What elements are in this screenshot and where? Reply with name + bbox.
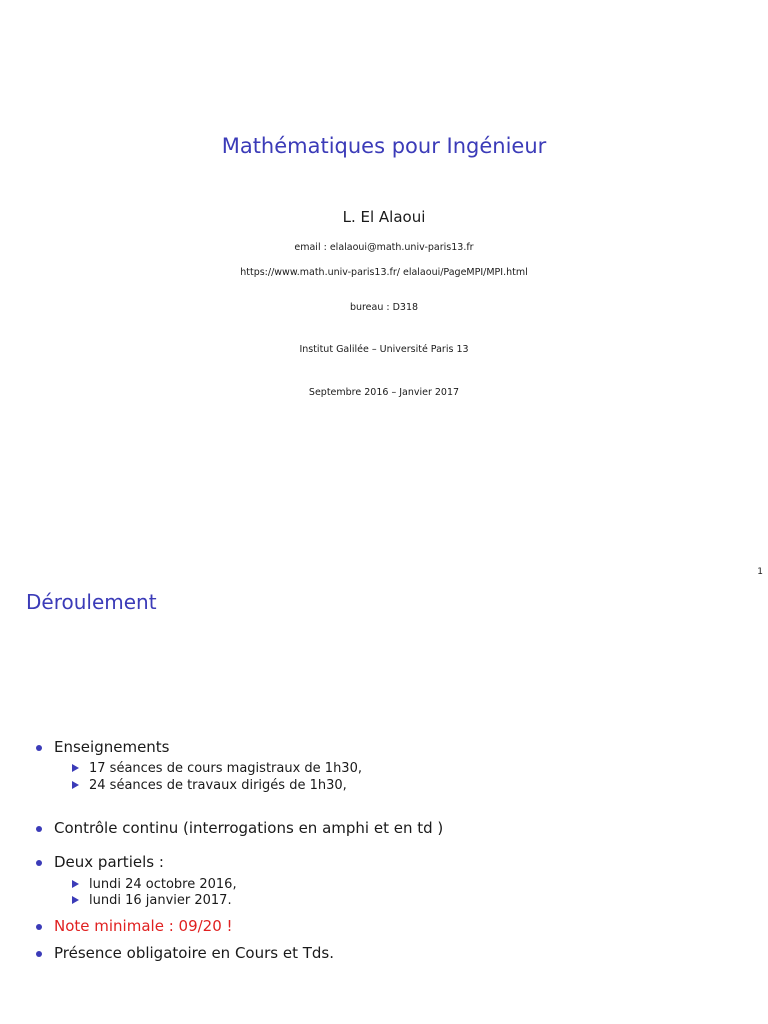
presentation-title: Mathématiques pour Ingénieur — [221, 134, 547, 158]
page-number: 1 — [757, 567, 763, 577]
list-item-label: Deux partiels : — [54, 853, 164, 871]
slide-title: Déroulement — [26, 590, 157, 614]
author-email: email : elalaoui@math.univ-paris13.fr — [294, 242, 474, 253]
institute-name: Institut Galilée – Université Paris 13 — [299, 344, 469, 355]
list-item-label: Contrôle continu (interrogations en amphi et en td ) — [54, 819, 444, 837]
course-url: https://www.math.univ-paris13.fr/ elalaoui/PageMPI/MPI.html — [240, 267, 528, 278]
deroulement-slide — [0, 580, 768, 1024]
list-item-label: Présence obligatoire en Cours et Tds. — [54, 944, 335, 962]
list-item-label: Note minimale : 09/20 ! — [54, 917, 233, 935]
sublist-item-label: 24 séances de travaux dirigés de 1h30, — [89, 778, 347, 793]
triangle-bullet-icon — [72, 896, 79, 904]
sublist-item-label: 17 séances de cours magistraux de 1h30, — [89, 761, 362, 776]
circle-bullet-icon — [36, 951, 42, 957]
circle-bullet-icon — [36, 745, 42, 751]
circle-bullet-icon — [36, 860, 42, 866]
author-name: L. El Alaoui — [342, 208, 426, 226]
triangle-bullet-icon — [72, 880, 79, 888]
triangle-bullet-icon — [72, 781, 79, 789]
circle-bullet-icon — [36, 826, 42, 832]
triangle-bullet-icon — [72, 764, 79, 772]
office-number: bureau : D318 — [349, 302, 419, 313]
sublist-item-label: lundi 16 janvier 2017. — [89, 893, 232, 908]
course-dates: Septembre 2016 – Janvier 2017 — [308, 387, 460, 398]
sublist-item-label: lundi 24 octobre 2016, — [89, 877, 237, 892]
circle-bullet-icon — [36, 924, 42, 930]
list-item-label: Enseignements — [54, 738, 170, 756]
